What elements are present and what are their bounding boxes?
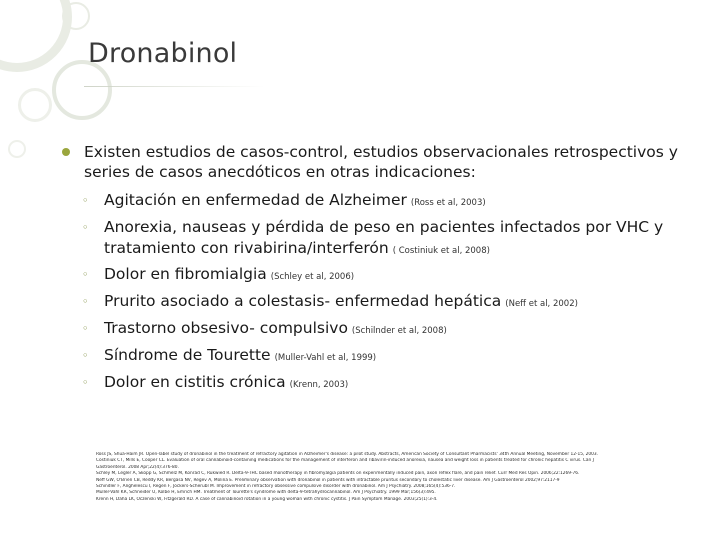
citation: ( Costiniuk et al, 2008) — [392, 246, 490, 256]
sub-item-toc — [82, 318, 702, 342]
sub-bullet-ring-icon: ◦ — [82, 349, 89, 362]
bullet-dot-icon — [62, 148, 70, 156]
citation: (Krenn, 2003) — [289, 380, 349, 390]
reference-line: Schley M, Legler A, Skopp G, Schmelz M, Konrad C, Rukwied R. Delta-9-THC based monotherapy in fibromyalgia patients on experimentally induced pain, axon reflex flare, and pain relief. Curr Med Res Opin. 2006;22:1269-76. — [96, 471, 580, 477]
sub-item-tourette — [82, 345, 702, 369]
sub-bullet-ring-icon: ◦ — [82, 376, 89, 389]
citation: (Schilnder et al, 2008) — [351, 326, 447, 336]
reference-line: Gastroenterol. 2008 Apr;22(4):376-80. — [96, 464, 179, 470]
reference-line: Krenn H, Daha LK, Oczenski W, Fitzgerald RD. A case of cannabinoid rotation in a young woman with chronic cystitis. J Pain Symptom Manage. 2003;25(1):3-4. — [96, 496, 438, 502]
sub-item-text: Anorexia, nauseas y pérdida de peso en pacientes infectados por VHC y tratamiento con rivabirina/interferón — [104, 218, 664, 257]
decorative-circle-large — [0, 0, 72, 72]
sub-item-anorexia — [82, 217, 702, 262]
citation: (Schley et al, 2006) — [270, 272, 355, 282]
sub-item-cistitis — [82, 372, 702, 396]
sub-item-text: Agitación en enfermedad de Alzheimer — [104, 191, 407, 209]
sub-bullet-ring-icon: ◦ — [82, 322, 89, 335]
reference-line: Ross JS, Shua-Haim JR. Open-label study of dronabinol in the treatment of refractory agitation in Alzheimer's disease: a pilot study. Abstracts, American Society of Consultant Pharmacists' 34th Annual Meeting, November 12-15, 2003. — [96, 452, 598, 457]
sub-item-text: Dolor en cistitis crónica — [104, 373, 286, 391]
references-block — [96, 452, 696, 503]
sub-item-text: Trastorno obsesivo- compulsivo — [104, 319, 348, 337]
reference-line: Costiniuk CT, Mills E, Cooper CL. Evaluation of oral cannabinoid-containing medications for the management of interferon and ribavirin-induced anorexia, nausea and weight loss in patients treated for chronic hepatitis C virus. Can J — [96, 458, 594, 464]
sub-item-prurito — [82, 291, 702, 315]
sub-bullet-ring-icon: ◦ — [82, 194, 89, 207]
sub-bullet-ring-icon: ◦ — [82, 295, 89, 308]
reference-line: Muller-Vahl KR, Schneider U, Kolbe H, Emrich HM. Treatment of Tourette's syndrome with delta-9-tetrahydrocannabinol. Am J Psychiatry. 1999 Mar;156(3):495. — [96, 490, 436, 496]
decorative-circle-tiny — [8, 140, 26, 158]
sub-bullet-ring-icon: ◦ — [82, 268, 89, 281]
decorative-circle-small — [18, 88, 52, 122]
decorative-circle-medium — [52, 60, 112, 120]
slide-title: Dronabinol — [88, 38, 238, 69]
citation: (Muller-Vahl et al, 1999) — [274, 353, 377, 363]
sub-item-text: Síndrome de Tourette — [104, 346, 271, 364]
decorative-circle-small — [62, 2, 90, 30]
reference-line: Schindler F, Anghelescu I, Regen F, Jockers-Scherubl M. Improvement in refractory obsessive compulsive disorder with dronabinol. Am J Psychiatry. 2008;165(4):536-7. — [96, 484, 456, 490]
sub-item-text: Dolor en fibromialgia — [104, 265, 267, 283]
citation: (Neff et al, 2002) — [505, 299, 578, 309]
sub-item-alzheimer — [82, 190, 702, 214]
sub-item-text: Prurito asociado a colestasis- enfermedad hepática — [104, 292, 502, 310]
sub-item-fibromialgia — [82, 264, 702, 288]
sub-bullet-ring-icon: ◦ — [82, 221, 89, 234]
citation: (Ross et al, 2003) — [410, 198, 486, 208]
main-bullet — [62, 142, 702, 182]
title-divider — [84, 86, 264, 87]
main-bullet-text: Existen estudios de casos-control, estudios observacionales retrospectivos y series de casos anecdóticos en otras indicaciones: — [84, 143, 678, 181]
reference-line: Neff GW, O'Brien CB, Reddy KR, Bergasa NV, Regev A, Molina E. Preliminary observation with dronabinol in patients with intractable pruritus secondary to cholestatic liver disease. Am J Gastroenterol 2002;97:2117-9 — [96, 477, 560, 483]
